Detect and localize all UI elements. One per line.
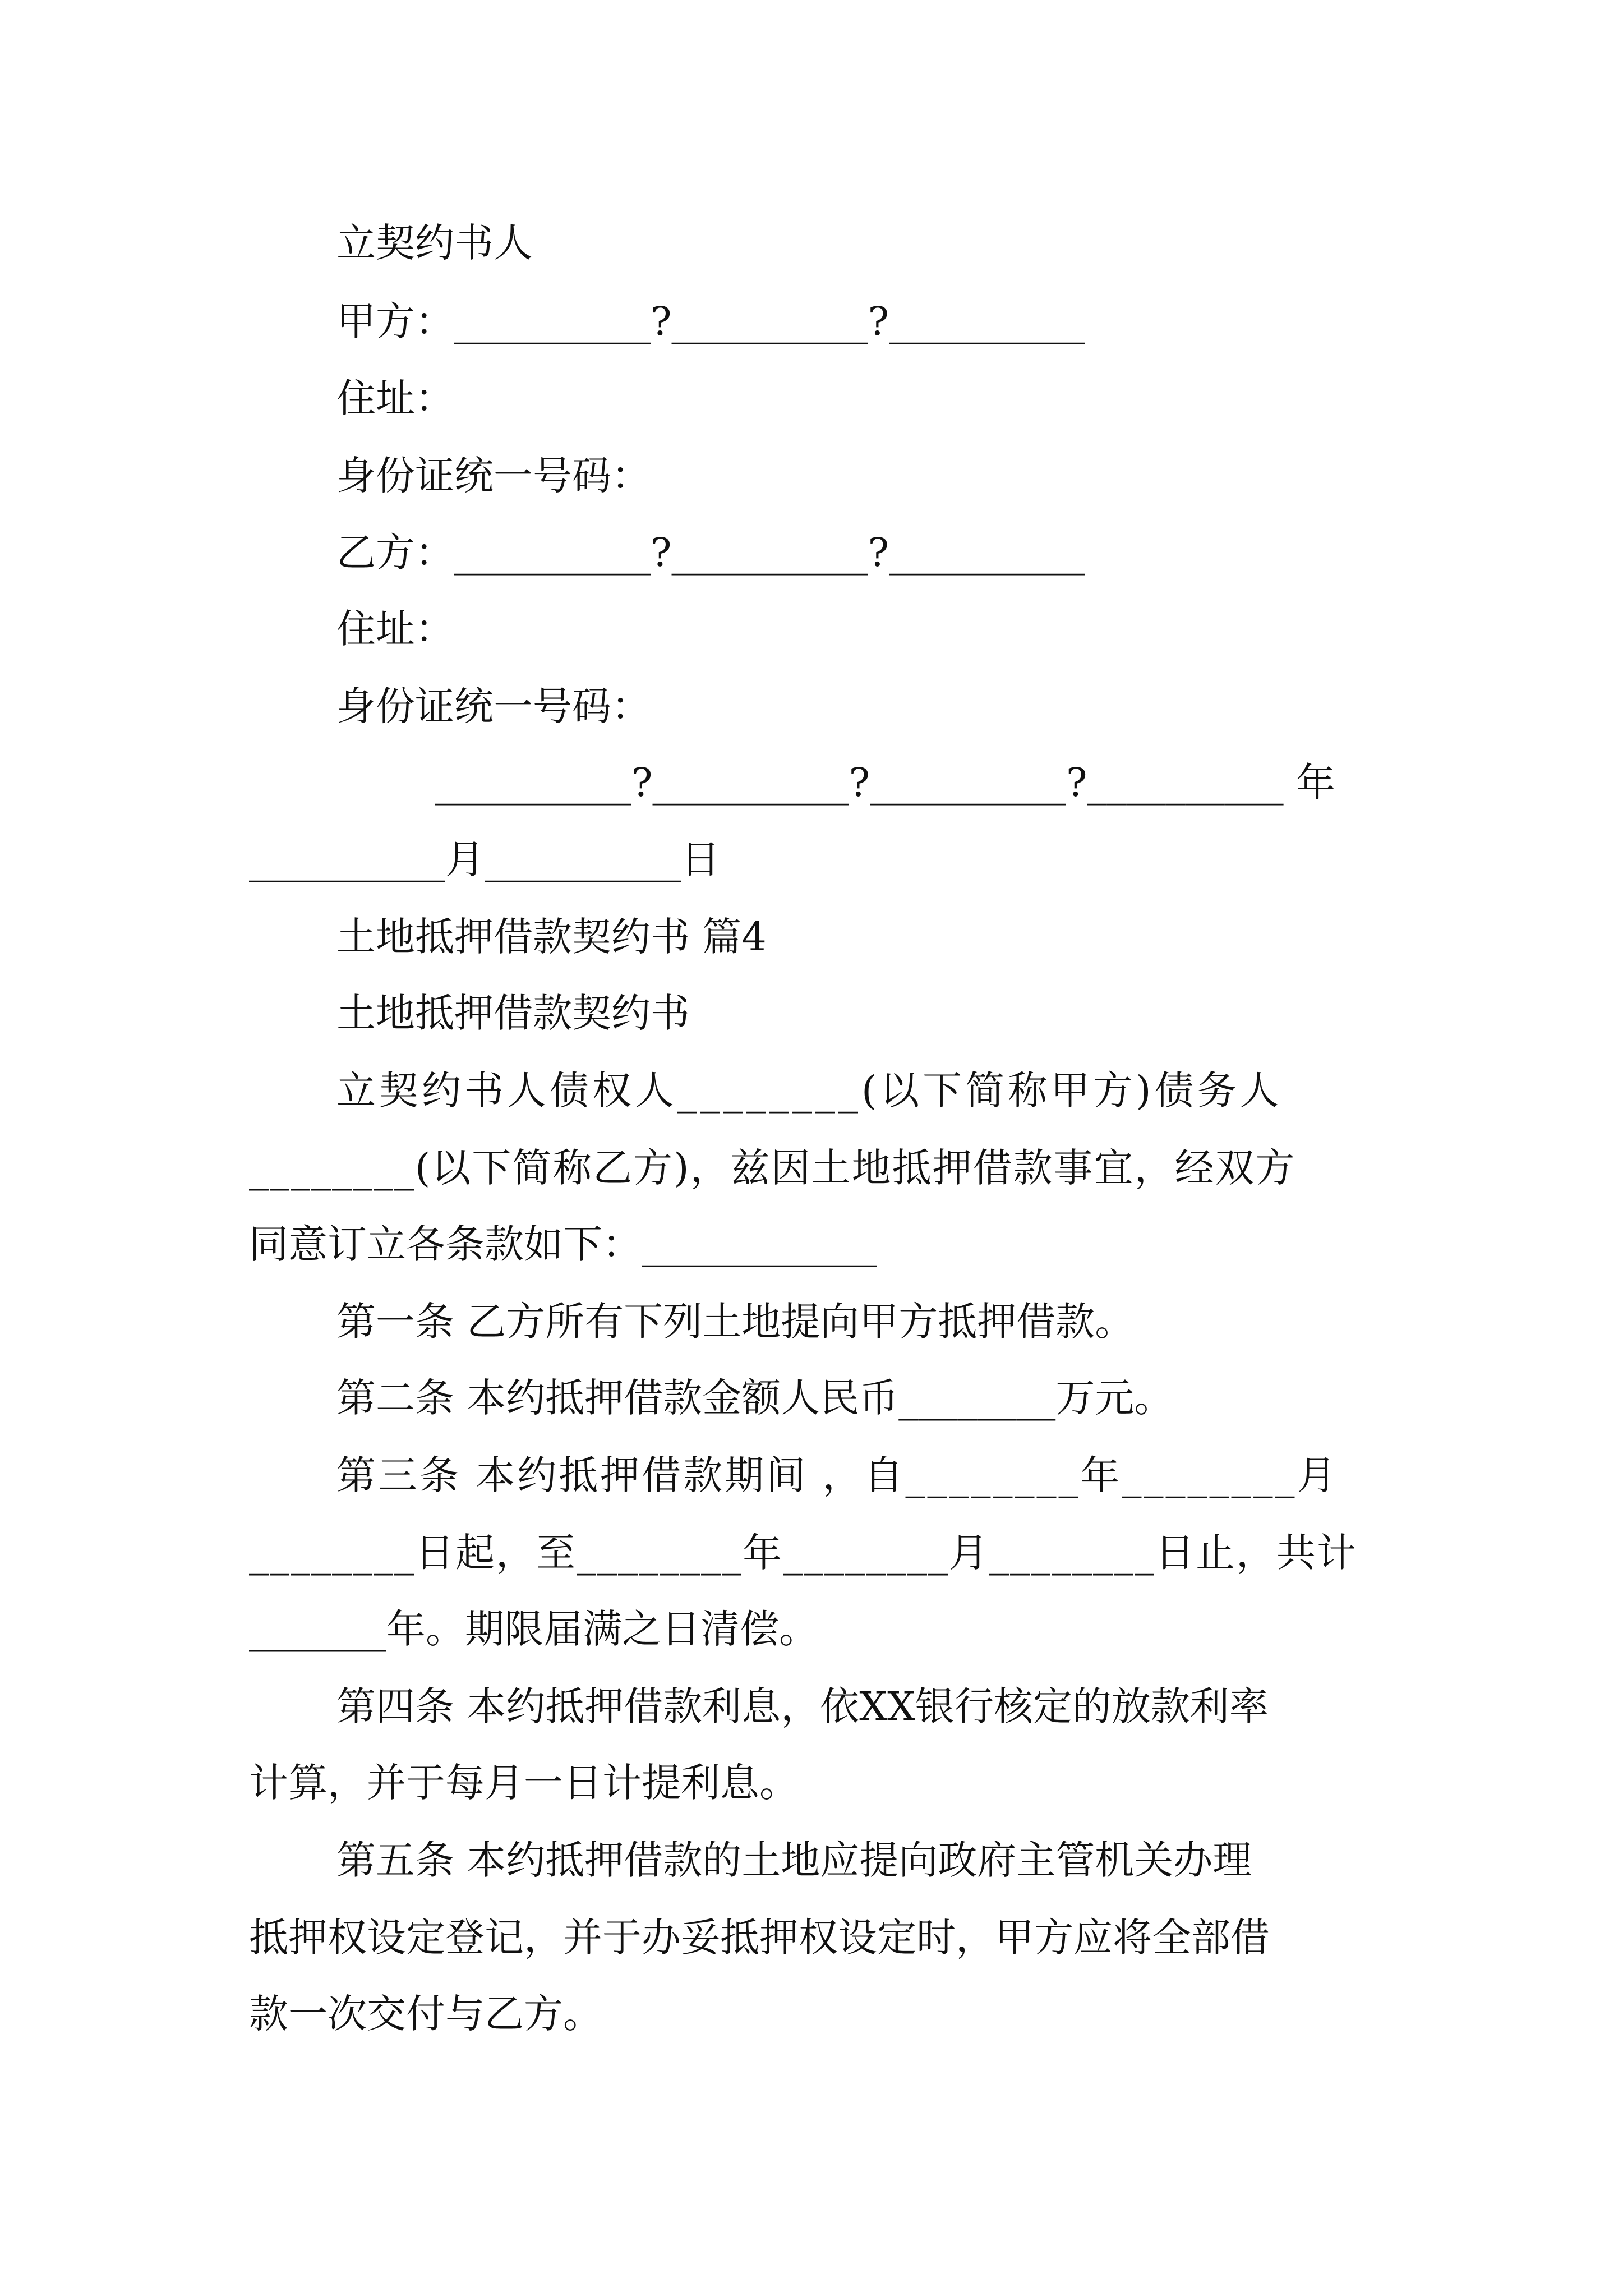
party-b-address: 住址： [336,606,454,652]
article-3-line-1: 第三条 本约抵押借款期间 ，自________年________月 [336,1452,1339,1498]
party-b-id-number: 身份证统一号码： [336,683,651,729]
article-5-line-2: 抵押权设定登记，并于办妥抵押权设定时，甲方应将全部借 [249,1915,1270,1961]
article-3-line-3: _______年。期限届满之日清偿。 [249,1606,818,1652]
party-a-id-number: 身份证统一号码： [336,453,651,499]
party-b-line: 乙方：__________?__________?__________ [336,530,1086,576]
preamble-line-1: 立契约书人债权人________(以下简称甲方)债务人 [336,1068,1283,1114]
date-line-2: __________月__________日 [249,836,720,882]
party-a-line: 甲方：__________?__________?__________ [336,298,1086,344]
article-4-line-1: 第四条 本约抵押借款利息，依XX银行核定的放款利率 [336,1683,1269,1729]
article-5-line-1: 第五条 本约抵押借款的土地应提向政府主管机关办理 [336,1837,1252,1883]
preamble-line-3: 同意订立各条款如下：____________ [249,1221,877,1267]
section-heading: 土地抵押借款契约书 篇4 [336,914,767,960]
date-line-1: __________?__________?__________?__________ 年 [435,760,1335,806]
document-title: 土地抵押借款契约书 [336,990,690,1036]
heading-signatories: 立契约书人 [336,220,533,266]
article-3-line-2: ________日起，至________年________月________日止，共计 [249,1530,1357,1576]
preamble-line-2: ________(以下简称乙方)，兹因土地抵押借款事宜，经双方 [249,1145,1296,1191]
party-a-address: 住址： [336,375,454,421]
article-1: 第一条 乙方所有下列土地提向甲方抵押借款。 [336,1299,1135,1345]
article-4-line-2: 计算，并于每月一日计提利息。 [249,1760,799,1806]
article-5-line-3: 款一次交付与乙方。 [249,1991,602,2037]
article-2: 第二条 本约抵押借款金额人民币________万元。 [336,1375,1174,1421]
